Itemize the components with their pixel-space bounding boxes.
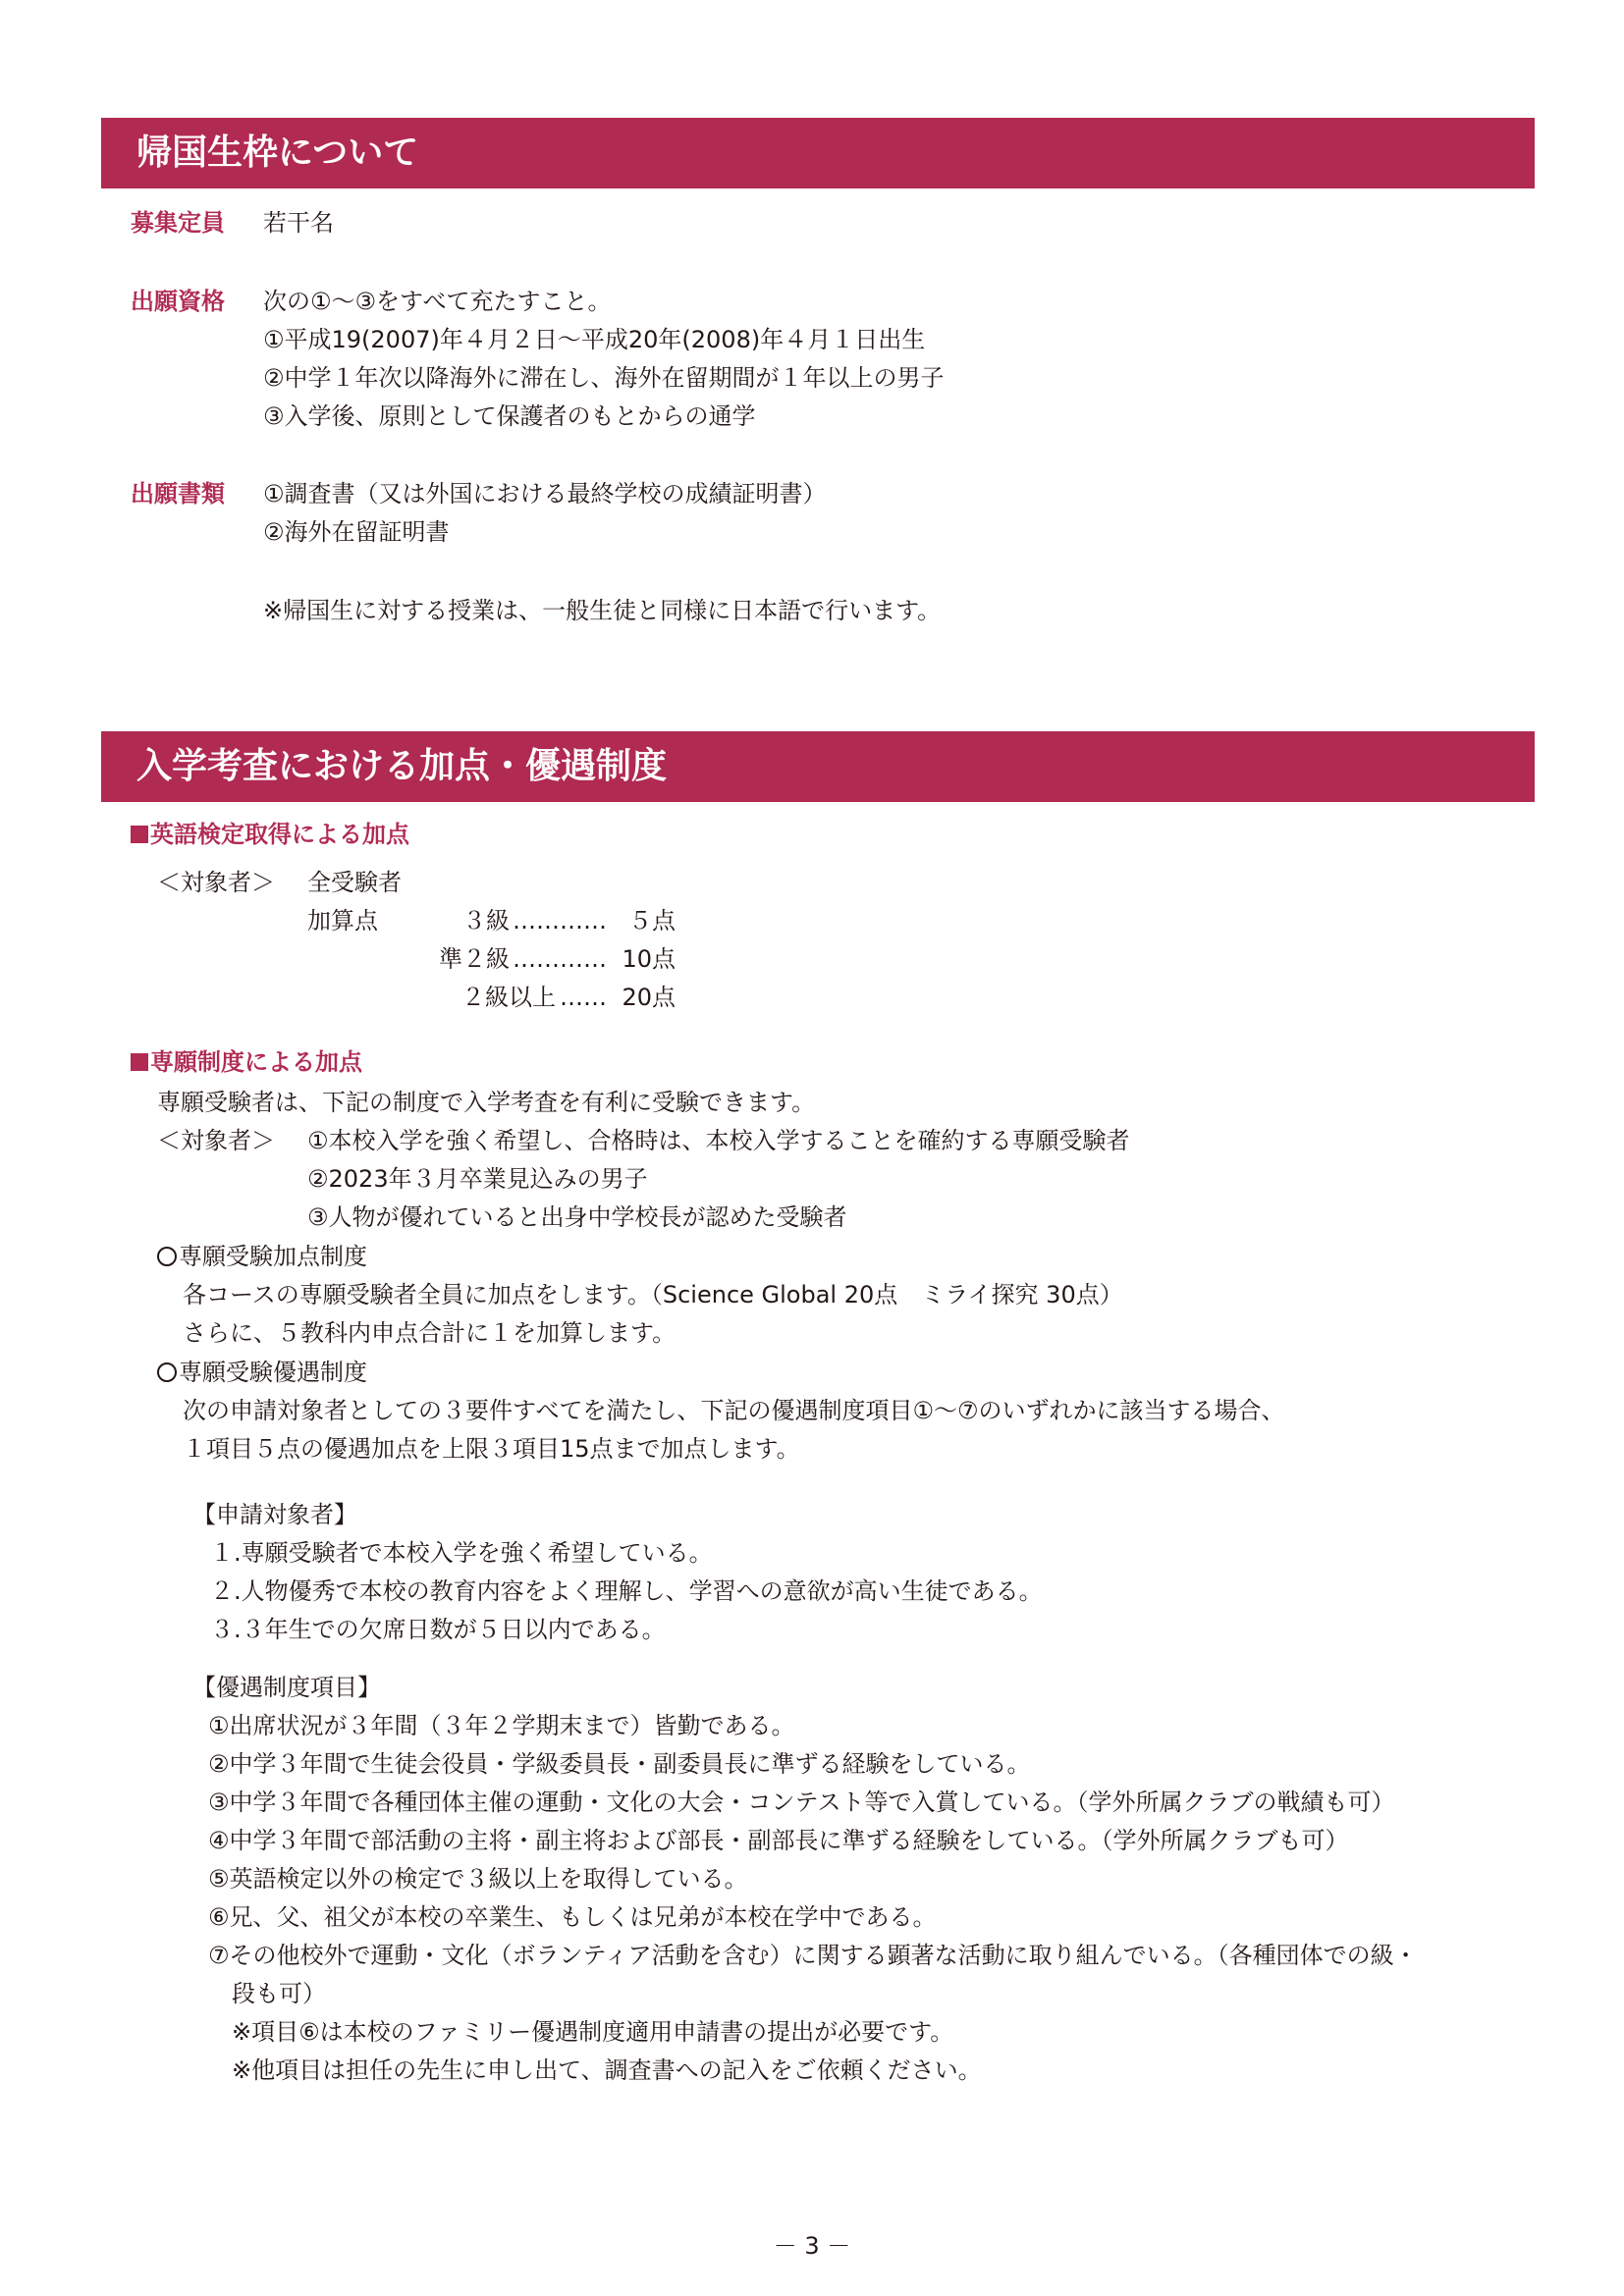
section-banner-bonus — [101, 731, 1535, 802]
eligibility-line: 次の①～③をすべて充たすこと。 — [263, 288, 612, 315]
documents-line: ②海外在留証明書 — [263, 518, 450, 546]
documents-label: 出願書類 — [131, 480, 225, 507]
grade-cell: ２級以上 — [461, 984, 556, 1011]
preferential-item: ④中学３年間で部活動の主将・副主将および部長・副部長に準ずる経験をしている。（学外所属クラブも可） — [208, 1827, 1349, 1854]
preferential-item: 段も可） — [232, 1980, 326, 2007]
preferential-note: ※項目⑥は本校のファミリー優遇制度適用申請書の提出が必要です。 — [232, 2018, 954, 2046]
exclusive-intro: 専願受験者は、下記の制度で入学考査を有利に受験できます。 — [157, 1089, 816, 1116]
grade-cell: ３級 — [462, 907, 510, 934]
points-cell: ５点 — [628, 907, 676, 934]
quota-label: 募集定員 — [131, 209, 225, 237]
dots-cell: …… — [560, 984, 607, 1011]
page-number: － 3 － — [773, 2232, 851, 2260]
english-target-label: ＜対象者＞ — [157, 869, 275, 896]
dots-cell: ………… — [513, 907, 607, 934]
preferential-item: ①出席状況が３年間（３年２学期末まで）皆勤である。 — [208, 1712, 795, 1739]
points-cell: 10点 — [622, 945, 676, 973]
returnee-note: ※帰国生に対する授業は、一般生徒と同様に日本語で行います。 — [263, 597, 942, 624]
applicants-heading: 【申請対象者】 — [192, 1501, 357, 1528]
bonus-heading: 専願受験加点制度 — [157, 1241, 367, 1272]
eligibility-line: ①平成19(2007)年４月２日～平成20年(2008)年４月１日出生 — [263, 326, 926, 353]
exclusive-target-label: ＜対象者＞ — [157, 1127, 275, 1154]
english-target-value: 全受験者 — [307, 869, 402, 896]
applicant-item: １.専願受験者で本校入学を強く希望している。 — [210, 1539, 713, 1567]
applicant-item: ２.人物優秀で本校の教育内容をよく理解し、学習への意欲が高い生徒である。 — [210, 1577, 1043, 1605]
section-title: 入学考査における加点・優遇制度 — [136, 746, 668, 786]
grade-cell: 準２級 — [439, 945, 510, 973]
preferential-heading: 専願受験優遇制度 — [157, 1357, 367, 1388]
bonus-line: さらに、５教科内申点合計に１を加算します。 — [183, 1319, 677, 1347]
preferential-note: ※他項目は担任の先生に申し出て、調査書への記入をご依頼ください。 — [232, 2056, 982, 2084]
preferential-item: ③中学３年間で各種団体主催の運動・文化の大会・コンテスト等で入賞している。（学外所属クラブの戦績も可） — [208, 1789, 1395, 1816]
documents-line: ①調査書（又は外国における最終学校の成績証明書） — [263, 480, 827, 507]
exclusive-target: ①本校入学を強く希望し、合格時は、本校入学することを確約する専願受験者 — [307, 1127, 1130, 1154]
exclusive-target: ③人物が優れていると出身中学校長が認めた受験者 — [307, 1203, 847, 1231]
circle-bullet-icon — [157, 1362, 177, 1382]
quota-value: 若干名 — [263, 209, 334, 237]
preferential-line: 次の申請対象者としての３要件すべてを満たし、下記の優遇制度項目①～⑦のいずれかに該当する場合、 — [183, 1397, 1285, 1424]
circle-bullet-icon — [157, 1247, 177, 1266]
preferential-item: ⑥兄、父、祖父が本校の卒業生、もしくは兄弟が本校在学中である。 — [208, 1903, 937, 1931]
exclusive-target: ②2023年３月卒業見込みの男子 — [307, 1165, 648, 1193]
points-cell: 20点 — [622, 984, 676, 1011]
preferential-item: ⑦その他校外で運動・文化（ボランティア活動を含む）に関する顕著な活動に取り組んでいる。（各種団体での級・ — [208, 1942, 1418, 1969]
dots-cell: ………… — [513, 945, 607, 973]
section-title: 帰国生枠について — [136, 133, 419, 173]
bonus-line: 各コースの専願受験者全員に加点をします。（Science Global 20点 ミライ探究 30点） — [183, 1281, 1123, 1308]
exclusive-heading: 専願制度による加点 — [131, 1046, 362, 1078]
english-heading: 英語検定取得による加点 — [131, 819, 409, 850]
items-heading: 【優遇制度項目】 — [192, 1674, 381, 1701]
eligibility-line: ②中学１年次以降海外に滞在し、海外在留期間が１年以上の男子 — [263, 364, 945, 392]
section-banner-returnee — [101, 118, 1535, 188]
square-bullet-icon — [131, 1053, 148, 1071]
applicant-item: ３.３年生での欠席日数が５日以内である。 — [210, 1616, 666, 1643]
preferential-item: ②中学３年間で生徒会役員・学級委員長・副委員長に準ずる経験をしている。 — [208, 1750, 1031, 1778]
square-bullet-icon — [131, 826, 148, 843]
eligibility-label: 出願資格 — [131, 288, 225, 315]
preferential-item: ⑤英語検定以外の検定で３級以上を取得している。 — [208, 1865, 748, 1893]
preferential-line: １項目５点の優遇加点を上限３項目15点まで加点します。 — [183, 1435, 800, 1463]
eligibility-line: ③入学後、原則として保護者のもとからの通学 — [263, 402, 756, 430]
english-points-label: 加算点 — [307, 907, 378, 934]
